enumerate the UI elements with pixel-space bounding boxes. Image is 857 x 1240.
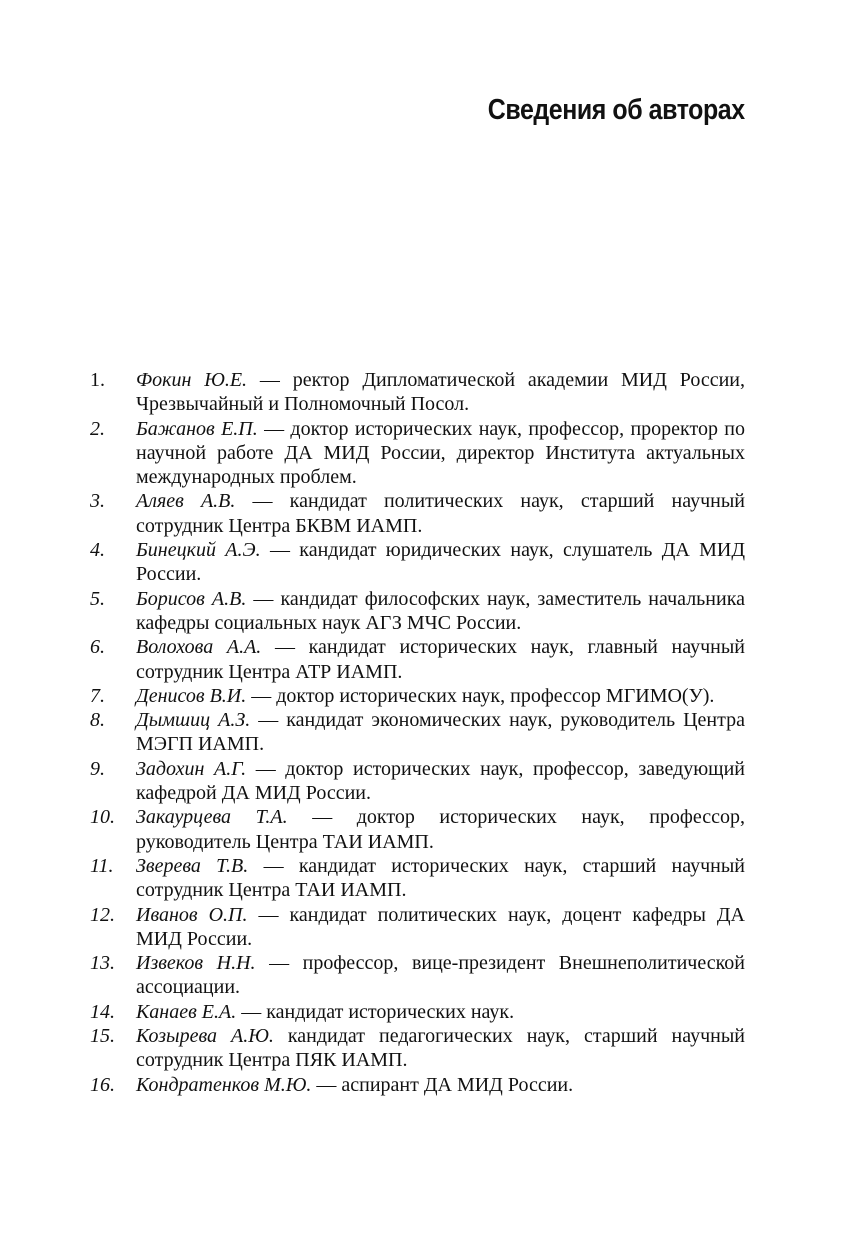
author-description: — кандидат политических наук, старший научный сотрудник Центра БКВМ ИАМП. — [136, 490, 745, 537]
author-description: — кандидат исторических наук, главный научный сотрудник Центра АТР ИАМП. — [136, 636, 746, 683]
author-description: — кандидат исторических наук. — [236, 1000, 515, 1023]
item-number: 14. — [90, 1000, 115, 1023]
author-description: — кандидат исторических наук, старший научный сотрудник Центра ТАИ ИАМП. — [136, 854, 745, 902]
list-item — [90, 489, 745, 538]
list-item — [90, 635, 745, 684]
author-description: — доктор исторических наук, профессор, проректор по научной работе ДА МИД России, директор Института актуальных международных проблем. — [136, 417, 745, 489]
author-list — [90, 368, 745, 1097]
page-title: Сведения об авторах — [488, 94, 745, 126]
item-number: 2. — [90, 417, 105, 440]
author-description: — кандидат юридических наук, слушатель ДА МИД России. — [136, 539, 745, 586]
item-number: 7. — [90, 684, 105, 707]
list-item — [90, 1000, 745, 1024]
item-number: 13. — [90, 952, 115, 975]
item-number: 8. — [90, 709, 105, 732]
author-description: — профессор, вице-президент Внешнеполитической ассоциации. — [136, 952, 745, 999]
author-name: Иванов О.П. — [136, 903, 248, 926]
item-number: 5. — [90, 587, 105, 610]
author-description: — аспирант ДА МИД России. — [311, 1073, 574, 1096]
list-item — [90, 1073, 745, 1097]
author-name: Денисов В.И. — [136, 684, 247, 707]
list-item — [90, 587, 745, 636]
item-number: 12. — [90, 903, 115, 926]
author-name: Извеков Н.Н. — [136, 952, 256, 975]
item-number: 10. — [90, 806, 115, 829]
item-number: 3. — [90, 490, 105, 513]
list-item — [90, 757, 745, 806]
author-name: Фокин Ю.Е. — [136, 369, 248, 391]
author-description: — доктор исторических наук, профессор, руководитель Центра ТАИ ИАМП. — [136, 806, 746, 853]
list-item — [90, 708, 745, 757]
author-name: Зверева Т.В. — [136, 854, 249, 877]
author-name: Борисов А.В. — [136, 587, 247, 610]
author-description: — кандидат экономических наук, руководитель Центра МЭГП ИАМП. — [136, 709, 746, 756]
item-number: 4. — [90, 539, 105, 562]
list-item — [90, 805, 745, 854]
item-number: 15. — [90, 1025, 115, 1048]
list-item — [90, 903, 745, 952]
author-description: — кандидат политических наук, доцент кафедры ДА МИД России. — [136, 903, 745, 950]
author-name: Аляев А.В. — [136, 490, 236, 513]
author-description: — доктор исторических наук, профессор МГИМО(У). — [246, 684, 715, 707]
author-description: кандидат педагогических наук, старший научный сотрудник Центра ПЯК ИАМП. — [136, 1025, 746, 1072]
author-name: Закаурцева Т.А. — [136, 806, 288, 829]
author-name: Канаев Е.А. — [136, 1000, 237, 1023]
list-item — [90, 854, 745, 903]
item-number: 1. — [90, 369, 105, 391]
list-item — [90, 538, 745, 587]
author-description: — кандидат философских наук, заместитель начальника кафедры социальных наук АГЗ МЧС России. — [136, 587, 745, 634]
list-item — [90, 1024, 745, 1073]
author-name: Задохин А.Г. — [136, 757, 247, 780]
author-name: Кондратенков М.Ю. — [136, 1073, 312, 1096]
author-description: — доктор исторических наук, профессор, заведующий кафедрой ДА МИД России. — [136, 757, 745, 805]
item-number: 6. — [90, 636, 105, 659]
author-name: Бажанов Е.П. — [136, 417, 258, 440]
item-number: 11. — [90, 854, 114, 877]
list-item — [90, 951, 745, 1000]
item-number: 16. — [90, 1073, 115, 1096]
author-name: Дымшиц А.З. — [136, 709, 251, 732]
author-name: Бинецкий А.Э. — [136, 539, 261, 562]
list-item — [90, 368, 745, 417]
item-number: 9. — [90, 757, 105, 780]
list-item — [90, 417, 745, 490]
author-description: — ректор Дипломатической академии МИД России, Чрезвычайный и Полномочный Посол. — [136, 369, 745, 416]
author-name: Козырева А.Ю. — [136, 1025, 274, 1048]
author-name: Волохова А.А. — [136, 636, 262, 659]
list-item — [90, 684, 745, 708]
